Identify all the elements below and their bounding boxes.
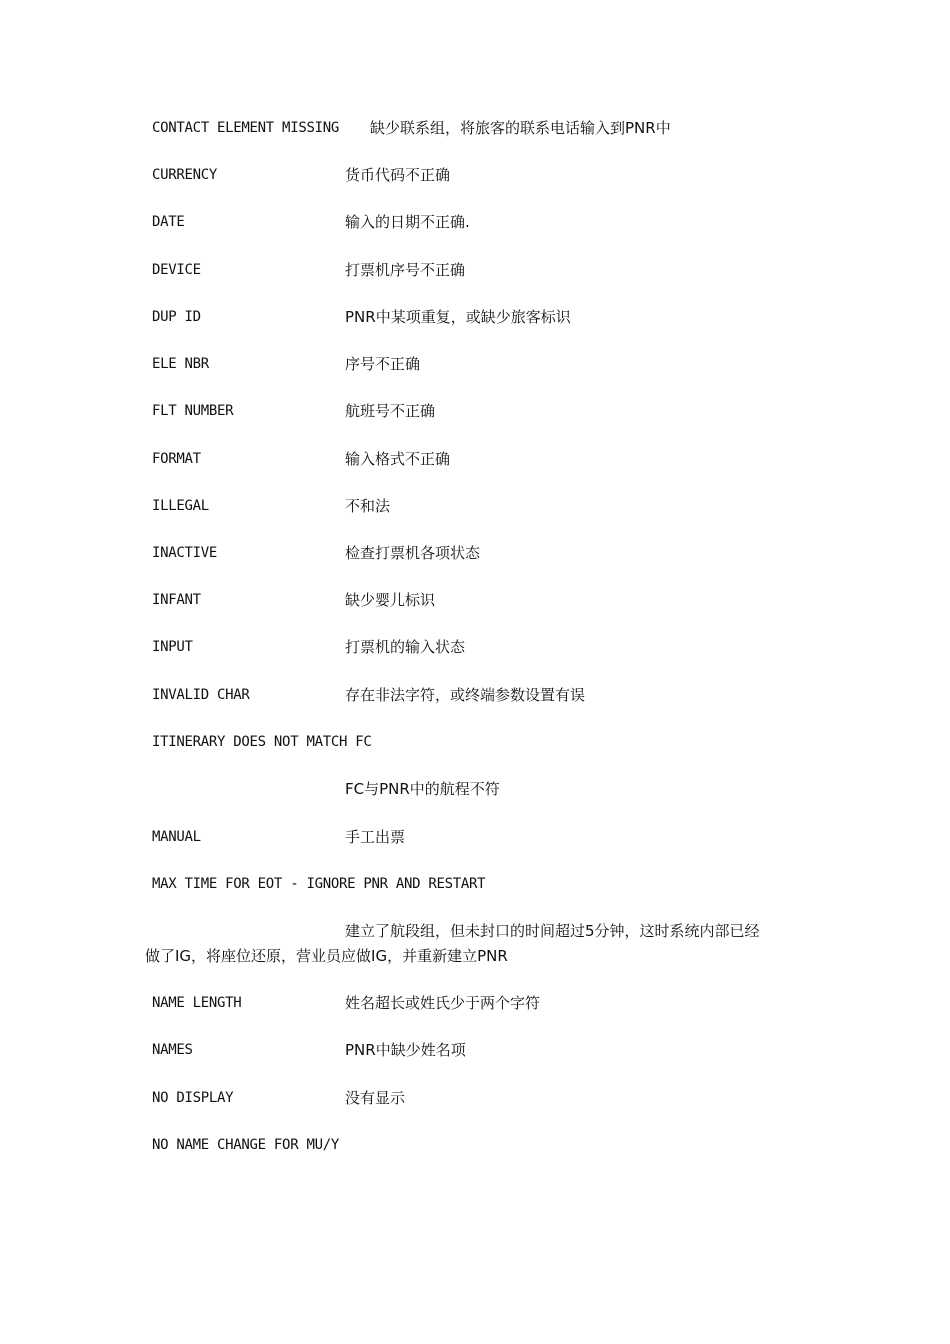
error-code: ILLEGAL [152, 498, 209, 514]
error-description: FC与PNR中的航程不符 [345, 780, 500, 798]
error-description: 输入格式不正确 [345, 450, 451, 468]
error-description: 打票机的输入状态 [345, 638, 466, 656]
error-description: 打票机序号不正确 [345, 261, 466, 279]
error-description: 检查打票机各项状态 [345, 544, 481, 562]
error-description: 手工出票 [345, 828, 406, 846]
error-code: MANUAL [152, 829, 201, 845]
error-code: DATE [152, 214, 185, 230]
error-description: 序号不正确 [345, 355, 421, 373]
error-code: FLT NUMBER [152, 403, 234, 419]
error-code: MAX TIME FOR EOT - IGNORE PNR AND RESTART [152, 876, 486, 892]
error-description: 货币代码不正确 [345, 166, 451, 184]
error-code: INFANT [152, 592, 201, 608]
error-code: INVALID CHAR [152, 687, 250, 703]
error-code: CONTACT ELEMENT MISSING [152, 120, 339, 136]
error-description: 没有显示 [345, 1089, 406, 1107]
error-code: ELE NBR [152, 356, 209, 372]
error-code: CURRENCY [152, 167, 218, 183]
error-code: DEVICE [152, 262, 201, 278]
error-description: 缺少婴儿标识 [345, 591, 436, 609]
error-code: ITINERARY DOES NOT MATCH FC [152, 734, 372, 750]
error-description: 建立了航段组，但未封口的时间超过5分钟，这时系统内部已经 [345, 922, 760, 940]
error-code: DUP ID [152, 309, 201, 325]
error-description: 存在非法字符，或终端参数设置有误 [345, 686, 586, 704]
error-description: PNR中某项重复，或缺少旅客标识 [345, 308, 571, 326]
error-description: 航班号不正确 [345, 402, 436, 420]
error-code: NO DISPLAY [152, 1090, 234, 1106]
error-description: 缺少联系组，将旅客的联系电话输入到PNR中 [370, 119, 671, 137]
error-code: NAME LENGTH [152, 995, 242, 1011]
error-code: NO NAME CHANGE FOR MU/Y [152, 1137, 339, 1153]
description-continuation: 做了IG，将座位还原，营业员应做IG，并重新建立PNR [145, 947, 508, 965]
error-code: NAMES [152, 1042, 193, 1058]
error-description: 姓名超长或姓氏少于两个字符 [345, 994, 541, 1012]
error-description: 不和法 [345, 497, 391, 515]
error-description: 输入的日期不正确. [345, 213, 470, 231]
error-code: INACTIVE [152, 545, 218, 561]
error-description: PNR中缺少姓名项 [345, 1041, 466, 1059]
error-code: FORMAT [152, 451, 201, 467]
error-code: INPUT [152, 639, 193, 655]
